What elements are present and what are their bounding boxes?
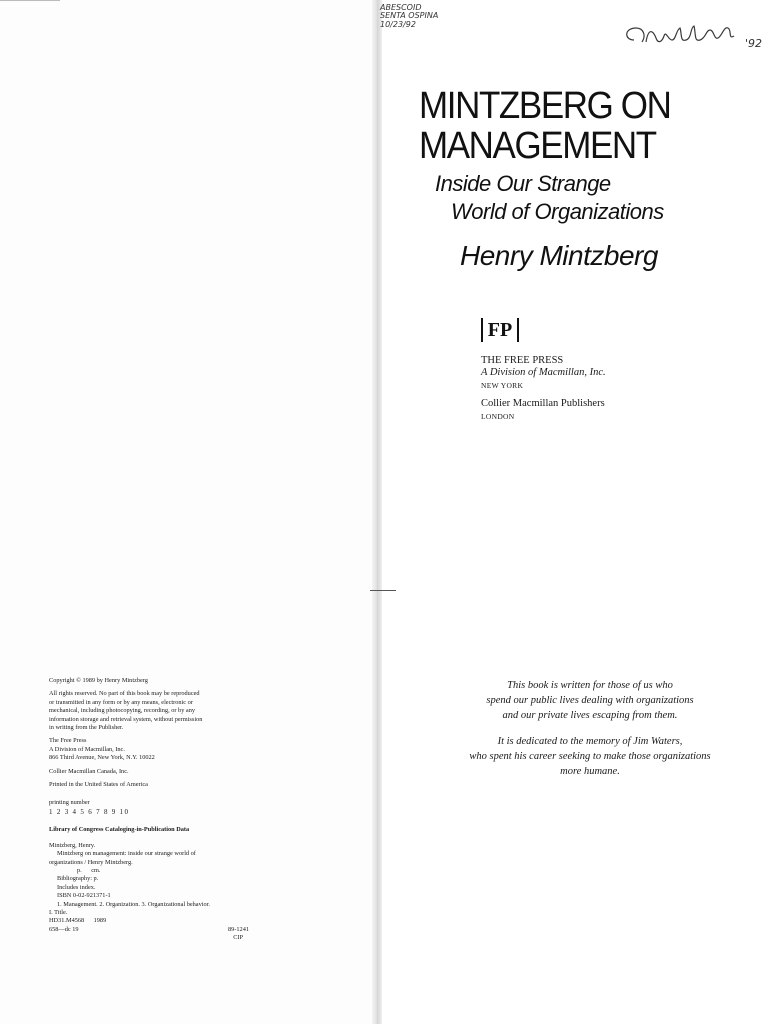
rights-line: or transmitted in any form or by any means, electronic or xyxy=(49,698,193,706)
rights-line: in writing from the Publisher. xyxy=(49,724,124,732)
cip-i-title: I. Title. xyxy=(49,908,68,916)
rights-line: information storage and retrieval system, without permission xyxy=(49,715,203,723)
address-line: The Free Press xyxy=(49,737,87,745)
printed-in-line: Printed in the United States of America xyxy=(49,781,148,789)
handwritten-note-line: ABESCOID xyxy=(380,3,422,12)
cip-label-row xyxy=(49,934,249,942)
cip-p: p. xyxy=(77,866,82,874)
book-spine xyxy=(372,0,382,1024)
cip-record xyxy=(49,842,279,943)
cip-label: CIP xyxy=(233,934,243,942)
cip-title: Library of Congress Cataloging-in-Publication Data xyxy=(49,826,190,834)
handwritten-signature xyxy=(622,16,742,50)
dedication-line: This book is written for those of us who xyxy=(507,680,673,691)
handwritten-note-line: 10/23/92 xyxy=(380,19,416,29)
address-line: A Division of Macmillan, Inc. xyxy=(49,745,125,753)
cip-title-line: Mintzberg on management: inside our strange world of xyxy=(57,850,196,858)
book-subtitle-line: Inside Our Strange xyxy=(435,171,611,196)
dedication-line: more humane. xyxy=(560,766,620,777)
publisher-collier: Collier Macmillan Publishers xyxy=(481,398,605,409)
cip-call-row xyxy=(49,917,279,925)
cip-author: Mintzberg, Henry. xyxy=(49,841,96,849)
top-rule xyxy=(0,0,60,1)
publisher-city: NEW YORK xyxy=(481,381,524,390)
signature-scribble-icon xyxy=(622,16,742,50)
publisher-division: A Division of Macmillan, Inc. xyxy=(481,367,606,378)
rights-statement xyxy=(49,690,279,732)
printing-number-label: printing number xyxy=(49,799,90,807)
cip-title-line: organizations / Henry Mintzberg. xyxy=(49,858,133,866)
printing-number xyxy=(49,799,279,816)
cip-dewey-row xyxy=(49,926,249,934)
book-subtitle xyxy=(435,170,664,226)
handwritten-note xyxy=(380,4,438,29)
cip-cm: cm. xyxy=(91,866,101,874)
handwritten-year: '92 xyxy=(745,37,763,50)
cip-subjects: 1. Management. 2. Organization. 3. Organizational behavior. xyxy=(57,900,210,908)
dedication-line: who spent his career seeking to make those organizations xyxy=(469,751,711,762)
cip-bibliography: Bibliography: p. xyxy=(57,875,99,883)
cip-index: Includes index. xyxy=(57,883,96,891)
cip-physical xyxy=(49,867,279,875)
dedication-paragraph xyxy=(420,734,760,779)
rights-line: All rights reserved. No part of this book may be reproduced xyxy=(49,690,200,698)
canada-line: Collier Macmillan Canada, Inc. xyxy=(49,767,129,775)
cip-lccn: 89-1241 xyxy=(228,925,249,933)
dedication-line: and our private lives escaping from them. xyxy=(502,710,678,721)
copyright-page xyxy=(49,677,279,943)
dedication-line: It is dedicated to the memory of Jim Waters, xyxy=(497,736,683,747)
printing-sequence: 1 2 3 4 5 6 7 8 9 10 xyxy=(49,807,130,816)
rights-line: mechanical, including photocopying, recording, or by any xyxy=(49,707,196,715)
publisher-logo-text: FP xyxy=(487,318,513,341)
printed-in xyxy=(49,781,279,789)
publisher-address xyxy=(49,737,279,762)
handwritten-note-line: SENTA OSPINA xyxy=(380,11,439,21)
dedication xyxy=(420,678,760,790)
canada-publisher xyxy=(49,768,279,776)
book-title-line: MINTZBERG ON xyxy=(419,85,671,127)
book-author: Henry Mintzberg xyxy=(460,240,658,271)
dedication-paragraph xyxy=(420,678,760,723)
spine-mark xyxy=(370,590,396,591)
book-title-line: MANAGEMENT xyxy=(419,125,656,167)
cip-isbn: ISBN 0-02-921371-1 xyxy=(57,892,111,900)
dedication-line: spend our public lives dealing with organizations xyxy=(486,695,694,706)
copyright-notice xyxy=(49,677,279,685)
cip-call-year: 1989 xyxy=(93,917,107,925)
copyright-line: Copyright © 1989 by Henry Mintzberg xyxy=(49,677,148,684)
cip-dewey: 658—dc 19 xyxy=(49,925,79,933)
book-subtitle-line: World of Organizations xyxy=(451,199,664,224)
publisher-logo xyxy=(481,318,519,342)
cip-call-number: HD31.M4568 xyxy=(49,917,85,925)
publisher-city: LONDON xyxy=(481,412,515,421)
book-title xyxy=(419,86,713,166)
publisher-block xyxy=(481,355,606,423)
publisher-name: THE FREE PRESS xyxy=(481,355,564,366)
address-line: 866 Third Avenue, New York, N.Y. 10022 xyxy=(49,754,155,762)
